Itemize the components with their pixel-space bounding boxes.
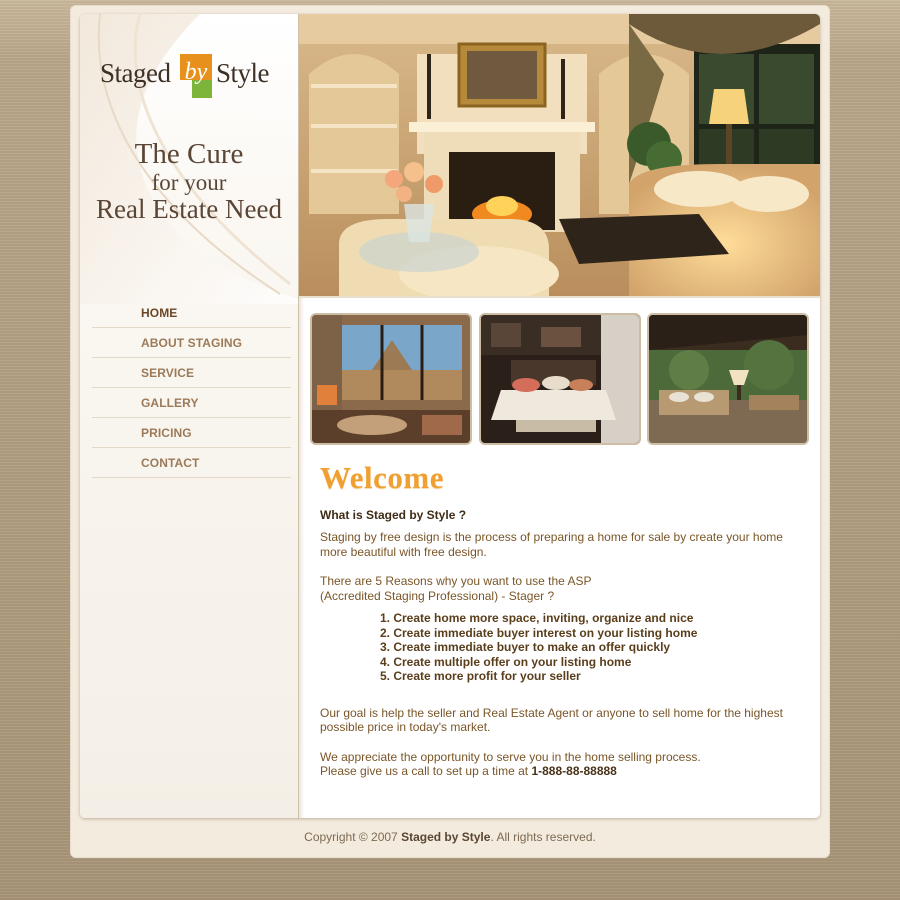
contact-paragraph: [320, 750, 810, 779]
reasons-intro-paragraph: [320, 574, 810, 603]
phone-number[interactable]: 1-888-88-88888: [531, 764, 617, 778]
nav-item-service[interactable]: [92, 358, 291, 388]
goal-line-1: Our goal is help the seller and Real Estate Agent or anyone to sell home for the highest: [320, 705, 783, 720]
goal-paragraph: [320, 706, 810, 735]
main-content: [320, 460, 810, 779]
intro-line-1: Staging by free design is the process of preparing a home for sale by create your home: [320, 530, 783, 544]
reasons-intro-line-2: (Accredited Staging Professional) - Stager ?: [320, 588, 555, 603]
nav-item-label: CONTACT: [141, 456, 200, 470]
reason-item: 4. Create multiple offer on your listing home: [380, 654, 632, 669]
logo-by-mark: [180, 54, 212, 98]
nav-item-label: PRICING: [141, 426, 192, 440]
nav-item-home[interactable]: [92, 298, 291, 328]
logo-word-staged: Staged: [100, 58, 171, 88]
what-is-question: What is Staged by Style ?: [320, 508, 467, 522]
nav-item-label: GALLERY: [141, 396, 199, 410]
contact-line-1: We appreciate the opportunity to serve you in the home selling process.: [320, 749, 701, 764]
thumbnail-living-room[interactable]: [312, 315, 470, 443]
nav-item-label: SERVICE: [141, 366, 195, 380]
footer-suffix: . All rights reserved.: [490, 830, 596, 844]
tagline-line-3: Real Estate Need: [96, 194, 282, 224]
intro-paragraph: [320, 530, 810, 559]
nav-item-about-staging[interactable]: [92, 328, 291, 358]
main-panel: [80, 14, 820, 818]
thumbnail-patio[interactable]: [649, 315, 807, 443]
nav-item-gallery[interactable]: [92, 388, 291, 418]
main-nav: [92, 298, 291, 478]
logo-by-text: by: [184, 59, 208, 85]
tagline-line-1: The Cure: [134, 138, 244, 170]
nav-item-label: HOME: [141, 306, 178, 320]
contact-line-2: [320, 764, 810, 779]
reason-item: 5. Create more profit for your seller: [380, 669, 581, 683]
logo-word-style: Style: [216, 58, 270, 88]
footer-copyright: [70, 830, 830, 844]
nav-item-contact[interactable]: [92, 448, 291, 478]
footer-brand: Staged by Style: [401, 830, 491, 844]
footer-prefix: Copyright © 2007: [304, 830, 402, 844]
reason-item: 3. Create immediate buyer to make an offer quickly: [380, 640, 671, 654]
reasons-intro-line-1: There are 5 Reasons why you want to use the ASP: [320, 574, 592, 588]
welcome-heading: Welcome: [320, 460, 445, 495]
sidebar: [80, 14, 299, 818]
contact-line-2-prefix: Please give us a call to set up a time at: [320, 764, 532, 778]
hero-living-room-image: [299, 14, 820, 298]
nav-item-pricing[interactable]: [92, 418, 291, 448]
reasons-list: [380, 611, 810, 684]
intro-line-2: more beautiful with free design.: [320, 544, 487, 559]
nav-item-label: ABOUT STAGING: [141, 336, 243, 350]
reason-item: 1. Create home more space, inviting, organize and nice: [380, 611, 694, 625]
goal-line-2: possible price in today's market.: [320, 720, 491, 734]
tagline-line-2: for your: [151, 170, 227, 195]
site-logo[interactable]: [100, 50, 280, 112]
thumbnail-bedroom[interactable]: [481, 315, 639, 443]
reason-item: 2. Create immediate buyer interest on your listing home: [380, 625, 698, 640]
